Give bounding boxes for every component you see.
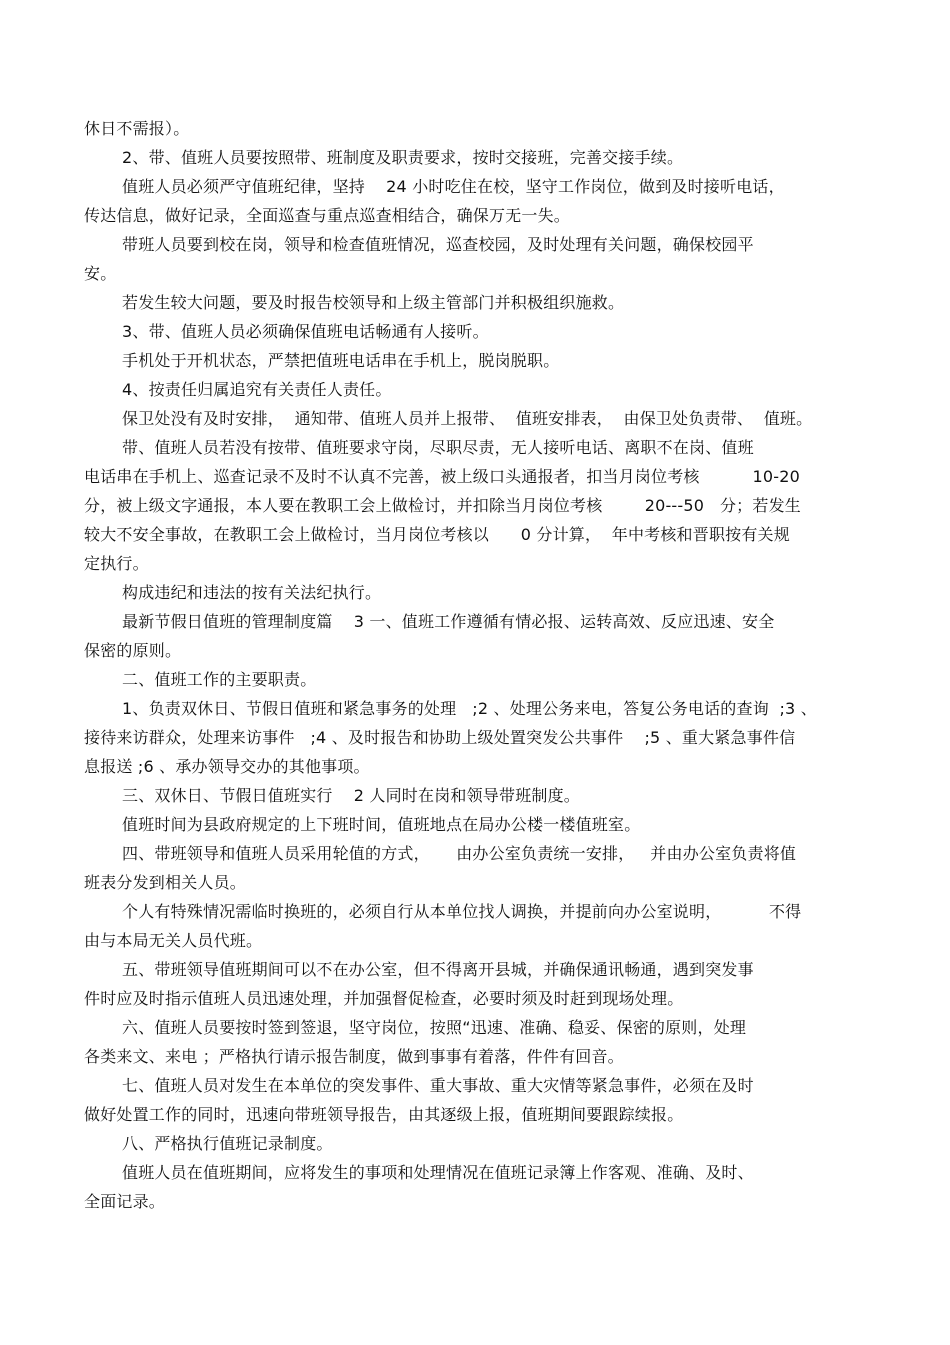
text-line: 全面记录。 [84, 1192, 166, 1211]
text-line: 七、值班人员对发生在本单位的突发事件、重大事故、重大灾情等紧急事件，必须在及时 [122, 1076, 754, 1095]
text-line: 3、带、值班人员必须确保值班电话畅通有人接听。 [122, 322, 489, 341]
text-line: 若发生较大问题，要及时报告校领导和上级主管部门并积极组织施救。 [122, 293, 625, 312]
text-line: 二、值班工作的主要职责。 [122, 670, 317, 689]
text-line: 构成违纪和违法的按有关法纪执行。 [122, 583, 382, 602]
text-line: 值班人员在值班期间，应将发生的事项和处理情况在值班记录簿上作客观、准确、及时、 [122, 1163, 754, 1182]
text-line: 带、值班人员若没有按带、值班要求守岗，尽职尽责，无人接听电话、离职不在岗、值班 [122, 438, 754, 457]
text-line: 保卫处没有及时安排， 通知带、值班人员并上报带、 值班安排表， 由保卫处负责带、 值班。 [122, 409, 813, 428]
text-line: 个人有特殊情况需临时换班的，必须自行从本单位找人调换，并提前向办公室说明， 不得 [122, 902, 802, 921]
text-line: 息报送 ;6 、承办领导交办的其他事项。 [84, 757, 370, 776]
text-line: 三、双休日、节假日值班实行 2 人同时在岗和领导带班制度。 [122, 786, 581, 805]
text-line: 保密的原则。 [84, 641, 182, 660]
text-line: 休日不需报）。 [84, 119, 190, 138]
text-line: 传达信息，做好记录，全面巡查与重点巡查相结合，确保万无一失。 [84, 206, 571, 225]
text-line: 接待来访群众，处理来访事件 ;4 、及时报告和协助上级处置突发公共事件 ;5 、重大紧急事件信 [84, 728, 796, 747]
text-line: 五、带班领导值班期间可以不在办公室，但不得离开县城，并确保通讯畅通，遇到突发事 [122, 960, 754, 979]
text-line: 由与本局无关人员代班。 [84, 931, 263, 950]
text-line: 带班人员要到校在岗，领导和检查值班情况，巡查校园，及时处理有关问题，确保校园平 [122, 235, 754, 254]
text-line: 定执行。 [84, 554, 149, 573]
text-line: 值班人员必须严守值班纪律，坚持 24 小时吃住在校，坚守工作岗位，做到及时接听电话， [122, 177, 785, 196]
text-line: 分，被上级文字通报，本人要在教职工会上做检讨，并扣除当月岗位考核 20---50 分；若发生 [84, 496, 801, 515]
text-line: 做好处置工作的同时，迅速向带班领导报告，由其逐级上报，值班期间要跟踪续报。 [84, 1105, 684, 1124]
text-line: 八、严格执行值班记录制度。 [122, 1134, 333, 1153]
text-line: 件时应及时指示值班人员迅速处理，并加强督促检查，必要时须及时赶到现场处理。 [84, 989, 684, 1008]
text-line: 2、带、值班人员要按照带、班制度及职责要求，按时交接班，完善交接手续。 [122, 148, 684, 167]
text-line: 最新节假日值班的管理制度篇 3 一、值班工作遵循有情必报、运转高效、反应迅速、安全 [122, 612, 775, 631]
text-line: 四、带班领导和值班人员采用轮值的方式， 由办公室负责统一安排， 并由办公室负责将值 [122, 844, 797, 863]
text-line: 六、值班人员要按时签到签退，坚守岗位，按照“迅速、准确、稳妥、保密的原则，处理 [122, 1018, 747, 1037]
text-line: 安。 [84, 264, 117, 283]
text-line: 手机处于开机状态，严禁把值班电话串在手机上，脱岗脱职。 [122, 351, 560, 370]
text-line: 各类来文、来电 ；严格执行请示报告制度，做到事事有着落，件件有回音。 [84, 1047, 624, 1066]
text-line: 值班时间为县政府规定的上下班时间，值班地点在局办公楼一楼值班室。 [122, 815, 641, 834]
text-line: 班表分发到相关人员。 [84, 873, 247, 892]
text-line: 电话串在手机上、巡查记录不及时不认真不完善，被上级口头通报者，扣当月岗位考核 10-20 [84, 467, 800, 486]
text-line: 1、负责双休日、节假日值班和紧急事务的处理 ;2 、处理公务来电，答复公务电话的查询 ;3 、 [122, 699, 817, 718]
text-line: 4、按责任归属追究有关责任人责任。 [122, 380, 392, 399]
text-line: 较大不安全事故，在教职工会上做检讨，当月岗位考核以 0 分计算， 年中考核和晋职按有关规 [84, 525, 790, 544]
